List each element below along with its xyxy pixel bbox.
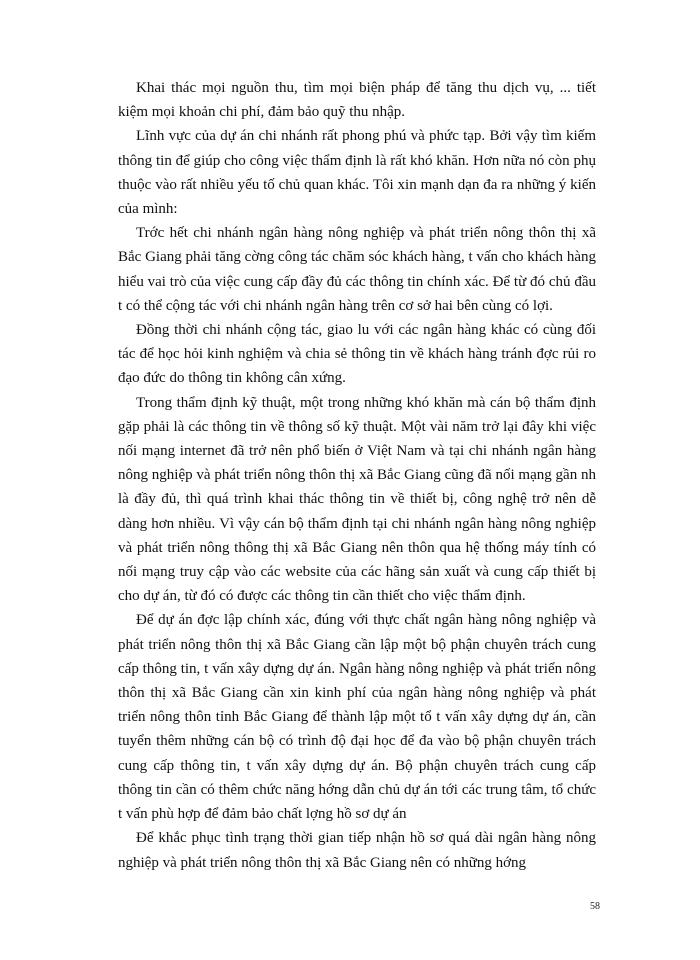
paragraph-4: Đồng thời chi nhánh cộng tác, giao lu với các ngân hàng khác có cùng đối tác để học hỏi kinh nghiệm và chia sẻ thông tin về khách hàng tránh đợc rủi ro đạo đức do thông tin không cân xứng. — [118, 322, 596, 387]
paragraph-1: Khai thác mọi nguồn thu, tìm mọi biện pháp để tăng thu dịch vụ, ... tiết kiệm mọi khoản chi phí, đảm bảo quỹ thu nhập. — [118, 80, 596, 121]
paragraph-7: Để khắc phục tình trạng thời gian tiếp nhận hồ sơ quá dài ngân hàng nông nghiệp và phát triển nông thôn thị xã Bắc Giang nên có những hớng — [118, 830, 596, 871]
page-number: 58 — [590, 901, 600, 912]
paragraph-3: Trớc hết chi nhánh ngân hàng nông nghiệp và phát triển nông thôn thị xã Bắc Giang phải tăng cờng công tác chăm sóc khách hàng, t vấn cho khách hàng hiểu vai trò của việc cung cấp đầy đủ các thông tin chính xác. Để từ đó chủ đầu t có thể cộng tác với chi nhánh ngân hàng trên cơ sở hai bên cùng có lợi. — [118, 225, 596, 314]
paragraph-2: Lĩnh vực của dự án chi nhánh rất phong phú và phức tạp. Bởi vậy tìm kiếm thông tin để giúp cho công việc thẩm định là rất khó khăn. Hơn nữa nó còn phụ thuộc vào rất nhiều yếu tố chủ quan khác. Tôi xin mạnh dạn đa ra những ý kiến của mình: — [118, 128, 596, 218]
paragraph-5: Trong thẩm định kỹ thuật, một trong những khó khăn mà cán bộ thẩm định gặp phải là các thông tin về thông số kỹ thuật. Một vài năm trở lại đây khi việc nối mạng internet đã trở nên phổ biến ở Việt Nam và tại chi nhánh ngân hàng nông nghiệp và phát triển nông thôn thị xã Bắc Giang cũng đã nối mạng gần nh là đầy đủ, thì quá trình khai thác thông tin về thiết bị, công nghệ trở nên dễ dàng hơn nhiều. Vì vậy cán bộ thẩm định tại chi nhánh ngân hàng nông nghiệp và phát triển nông thông thị xã Bắc Giang nên thôn qua hệ thống máy tính có nối mạng truy cập vào các website của các hãng sản xuất và cung cấp thiết bị cho dự án, từ đó có được các thông tin cần thiết cho việc thẩm định. — [118, 394, 596, 605]
body-text — [118, 76, 596, 875]
paragraph-6: Để dự án đợc lập chính xác, đúng với thực chất ngân hàng nông nghiệp và phát triển nông thôn thị xã Bắc Giang cần lập một bộ phận chuyên trách cung cấp thông tin, t vấn xây dựng dự án. Ngân hàng nông nghiệp và phát triển nông thôn thị xã Bắc Giang cần xin kinh phí của ngân hàng nông nghiệp và phát triển nông thôn tỉnh Bắc Giang để thành lập một tổ t vấn xây dựng dự án, cần tuyển thêm những cán bộ có trình độ đại học để đa vào bộ phận chuyên trách cung cấp thông tin, t vấn xây dựng dự án. Bộ phận chuyên trách cung cấp thông tin cần có thêm chức năng hớng dẫn chủ dự án tới các trung tâm, tổ chức t vấn phù hợp để đảm bảo chất lợng hồ sơ dự án — [118, 612, 596, 823]
